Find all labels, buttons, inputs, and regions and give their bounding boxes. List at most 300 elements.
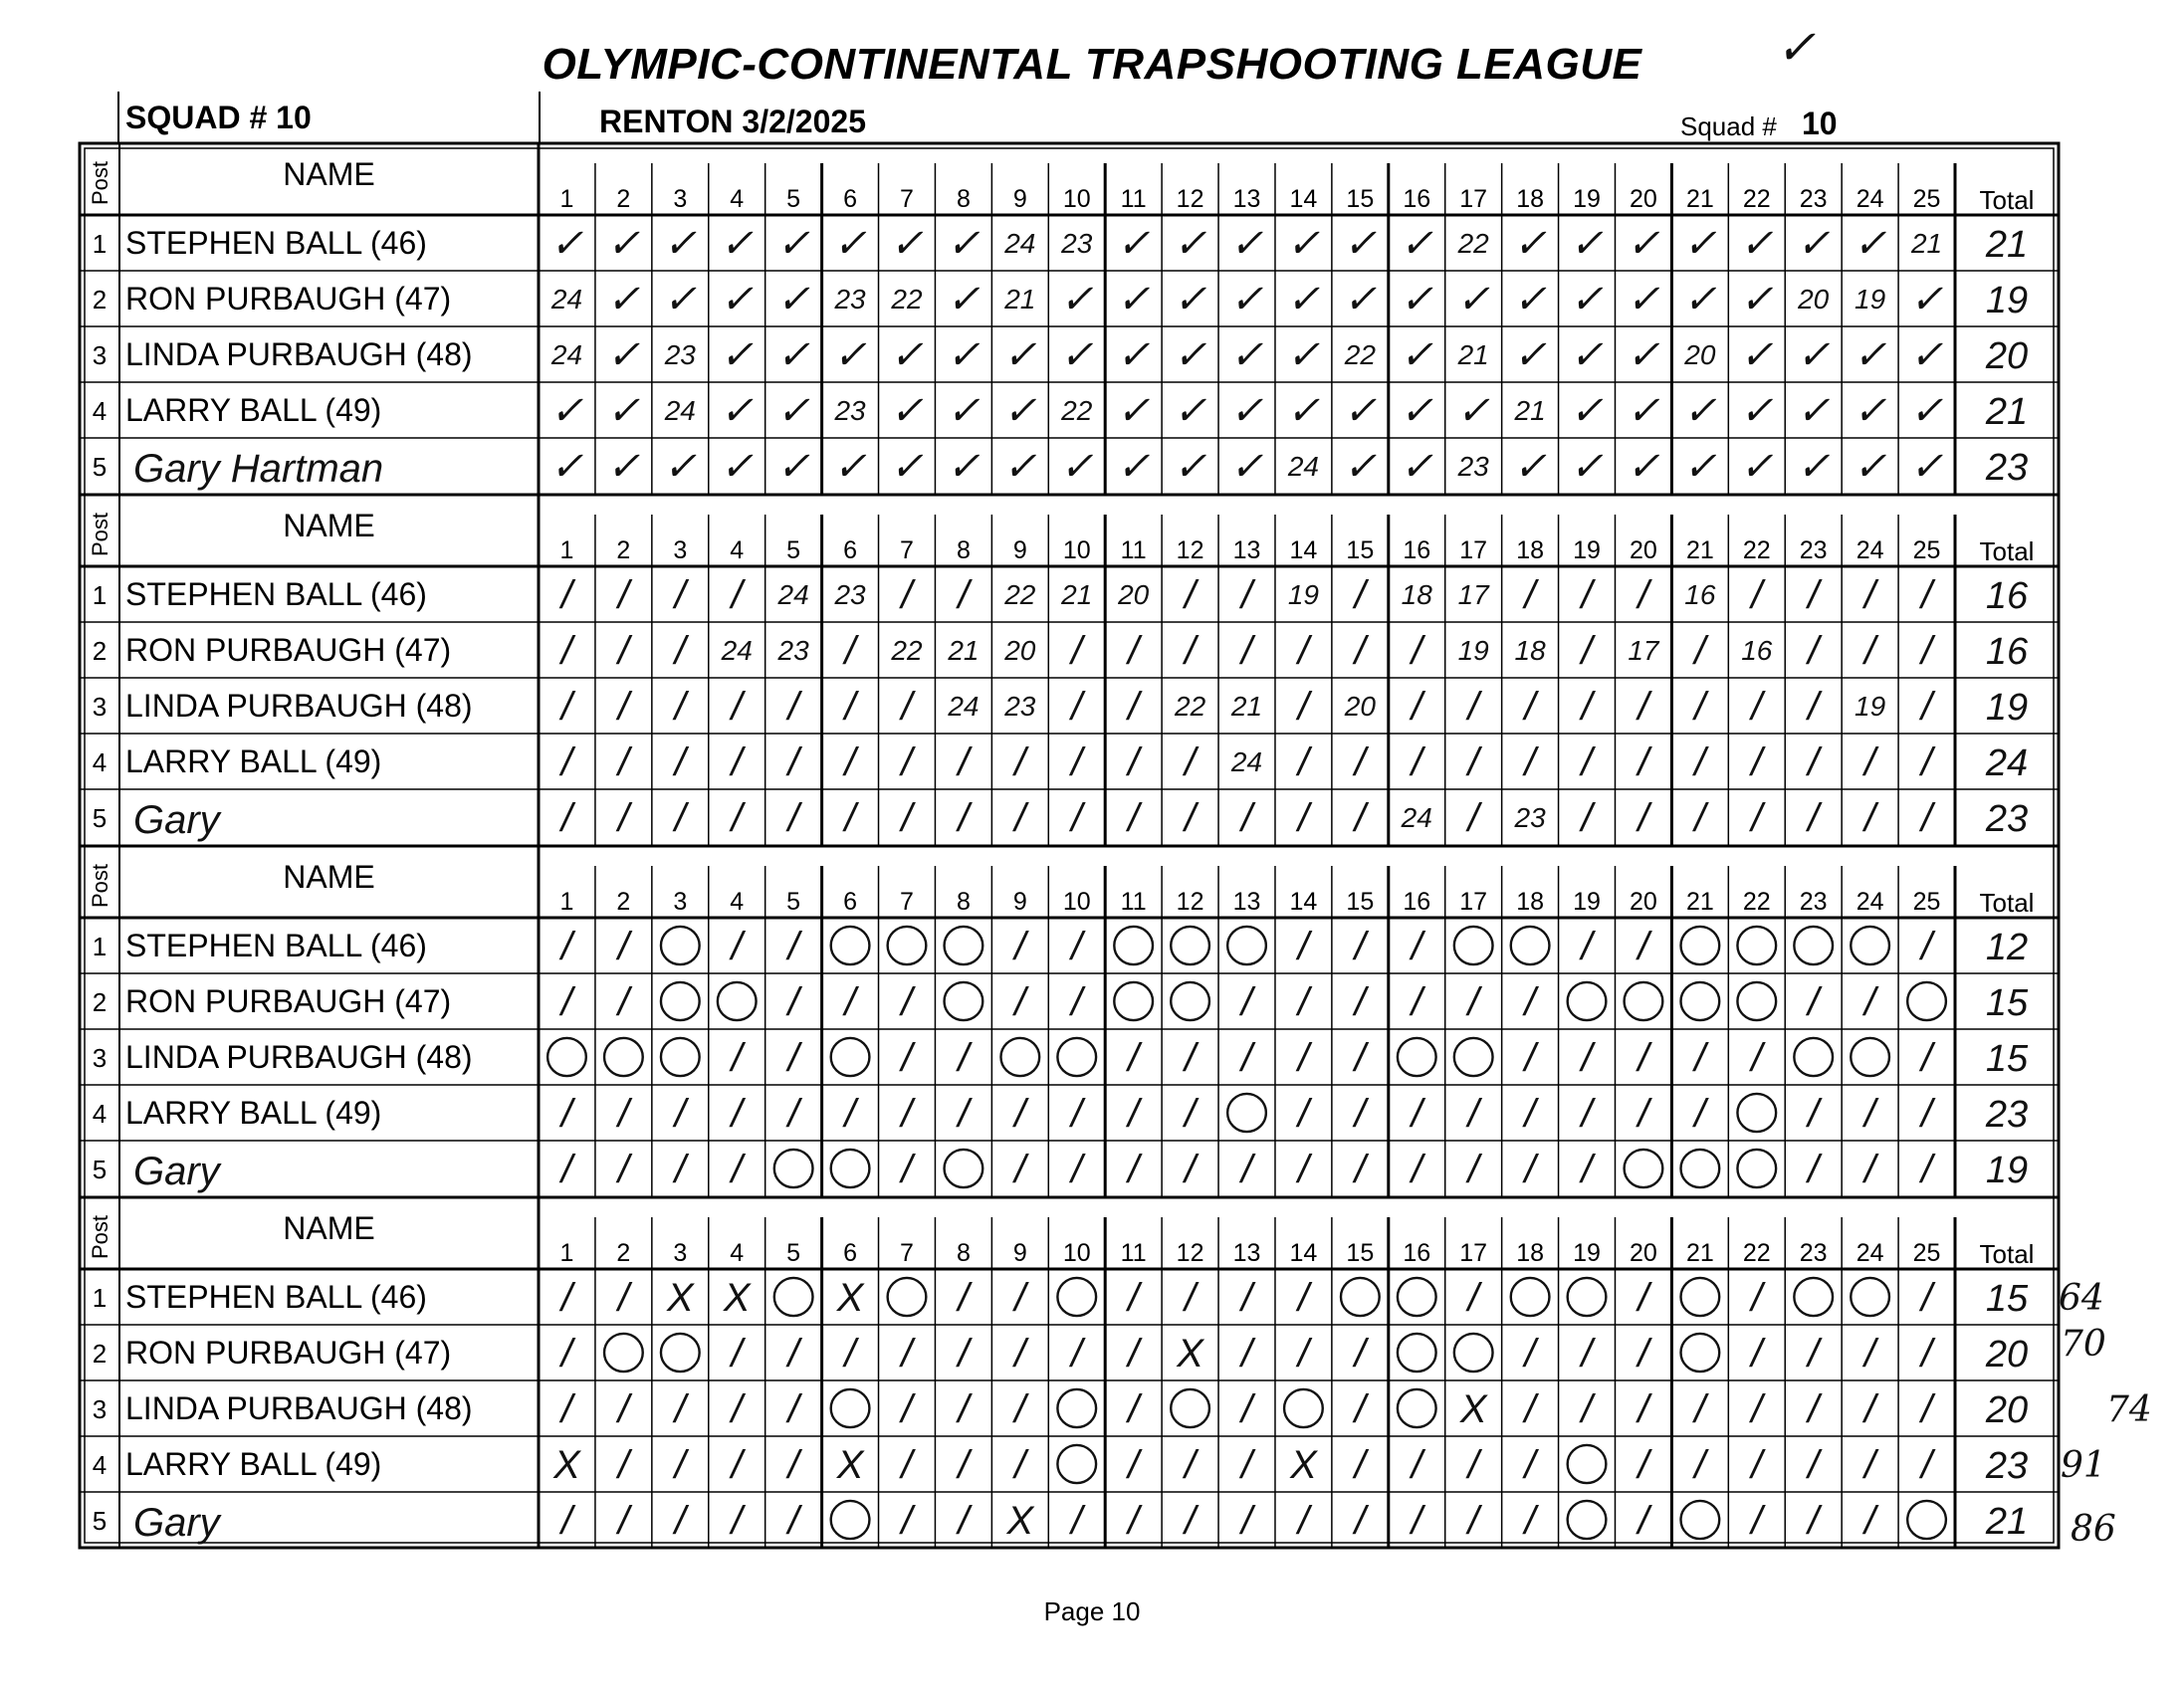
target-number: 17 (1459, 536, 1488, 564)
hit-mark: / (844, 629, 856, 673)
hit-mark: / (1808, 980, 1820, 1024)
shooter-name: STEPHEN BALL (46) (125, 225, 427, 261)
hit-mark: / (731, 1387, 743, 1431)
shooter-name: Gary (133, 798, 220, 842)
target-number: 11 (1120, 1239, 1147, 1267)
hit-mark: / (901, 796, 913, 840)
hit-mark: / (787, 740, 799, 784)
target-number: 25 (1912, 1239, 1941, 1267)
hit-mark: / (787, 685, 799, 729)
target-number: 3 (673, 536, 688, 564)
post-number: 2 (92, 285, 108, 315)
hit-mark: / (901, 980, 913, 1024)
hit-mark: / (1128, 629, 1140, 673)
hit-mark: / (1411, 685, 1422, 729)
shooter-name: LARRY BALL (49) (125, 1095, 382, 1131)
target-number: 4 (730, 185, 745, 213)
hit-mark: / (1524, 1443, 1536, 1487)
post-number: 5 (92, 803, 108, 833)
hit-mark: / (1694, 629, 1706, 673)
target-number: 1 (559, 536, 574, 564)
hit-count-mark: 20 (1344, 691, 1376, 722)
target-number: 5 (786, 888, 801, 916)
post-number: 3 (92, 340, 108, 370)
hit-mark: / (1014, 1443, 1026, 1487)
name-header: NAME (283, 1210, 375, 1246)
target-number: 7 (900, 1239, 914, 1267)
hit-mark: X (836, 1443, 864, 1487)
hit-count-mark: 21 (1061, 579, 1093, 610)
hit-mark: / (1014, 1387, 1026, 1431)
hit-mark: / (617, 1499, 629, 1543)
hit-mark: / (1014, 925, 1026, 968)
target-number: 2 (616, 1239, 631, 1267)
hit-mark: ✓ (1909, 333, 1944, 377)
name-header: NAME (283, 156, 375, 192)
hit-mark: / (1240, 980, 1253, 1024)
miss-circle (1227, 927, 1266, 964)
miss-circle (1737, 982, 1776, 1020)
hit-mark: / (1920, 1387, 1933, 1431)
hit-mark: / (1581, 685, 1593, 729)
post-number: 1 (92, 1283, 108, 1313)
hit-mark: / (560, 1148, 573, 1191)
hit-mark: ✓ (1570, 278, 1604, 321)
hit-mark: / (1467, 1148, 1479, 1191)
miss-circle (1681, 927, 1720, 964)
hit-count-mark: 22 (1175, 691, 1206, 722)
hit-mark: / (787, 1499, 799, 1543)
hit-mark: ✓ (1343, 389, 1378, 433)
miss-circle (831, 927, 870, 964)
hit-mark: / (1297, 1276, 1309, 1320)
shooter-name: Gary Hartman (133, 447, 384, 491)
hit-mark: ✓ (606, 389, 641, 433)
hit-count-mark: 21 (1004, 284, 1036, 315)
miss-circle (1681, 1334, 1720, 1372)
hit-mark: ✓ (1400, 278, 1434, 321)
miss-circle (1851, 1038, 1889, 1076)
hit-mark: / (787, 1332, 799, 1375)
hit-count-mark: 22 (891, 635, 923, 666)
target-number: 20 (1630, 536, 1657, 564)
post-number: 4 (92, 1450, 108, 1480)
hit-count-mark: 23 (834, 395, 866, 426)
hit-mark: / (1354, 1499, 1366, 1543)
hit-mark: / (1354, 1443, 1366, 1487)
row-total: 23 (1985, 447, 2029, 489)
hit-mark: ✓ (833, 333, 867, 377)
hit-mark: / (1751, 573, 1763, 617)
hit-count-mark: 16 (1741, 635, 1773, 666)
hit-mark: ✓ (1513, 333, 1547, 377)
hit-mark: / (1694, 796, 1706, 840)
target-number: 19 (1573, 185, 1601, 213)
hit-mark: / (1638, 1499, 1649, 1543)
hit-mark: ✓ (1343, 278, 1378, 321)
hit-count-mark: 23 (1004, 691, 1036, 722)
target-number: 14 (1289, 888, 1318, 916)
hit-mark: / (1751, 1387, 1763, 1431)
hit-mark: / (1638, 796, 1649, 840)
hit-count-mark: 22 (891, 284, 923, 315)
hit-mark: ✓ (1796, 333, 1831, 377)
miss-circle (831, 1389, 870, 1427)
hit-mark: / (1185, 1036, 1197, 1080)
name-header: NAME (283, 508, 375, 543)
target-number: 4 (730, 888, 745, 916)
hit-mark: / (1354, 796, 1366, 840)
hit-mark: ✓ (720, 389, 754, 433)
hit-count-mark: 16 (1684, 579, 1716, 610)
target-number: 15 (1346, 1239, 1375, 1267)
hit-mark: / (1638, 740, 1649, 784)
row-total: 12 (1985, 927, 2029, 968)
hit-mark: ✓ (663, 222, 698, 266)
miss-circle (547, 1038, 586, 1076)
miss-circle (1057, 1038, 1096, 1076)
hit-mark: / (1354, 980, 1366, 1024)
hit-mark: ✓ (606, 445, 641, 489)
hit-mark: / (617, 685, 629, 729)
hit-mark: / (1071, 740, 1083, 784)
hit-mark: ✓ (1513, 278, 1547, 321)
hit-mark: / (617, 1092, 629, 1136)
hit-mark: / (1467, 685, 1479, 729)
hit-mark: ✓ (776, 278, 810, 321)
hit-count-mark: 24 (777, 579, 809, 610)
hit-mark: / (1920, 629, 1933, 673)
hit-mark: / (1411, 925, 1422, 968)
miss-circle (1851, 927, 1889, 964)
miss-circle (831, 1150, 870, 1187)
row-total: 24 (1985, 742, 2029, 784)
hit-mark: ✓ (1343, 445, 1378, 489)
hit-mark: ✓ (833, 222, 867, 266)
target-number: 11 (1120, 536, 1147, 564)
target-number: 5 (786, 536, 801, 564)
hit-count-mark: 23 (664, 339, 696, 370)
total-header: Total (1979, 185, 2035, 215)
target-number: 13 (1232, 888, 1261, 916)
hit-mark: / (1808, 1443, 1820, 1487)
target-number: 22 (1742, 1239, 1771, 1267)
hit-mark: ✓ (1173, 333, 1207, 377)
target-number: 24 (1856, 888, 1884, 916)
row-total: 21 (1985, 391, 2029, 433)
hit-mark: / (901, 1443, 913, 1487)
hit-mark: / (617, 980, 629, 1024)
hit-mark: / (1808, 1387, 1820, 1431)
hit-count-mark: 18 (1401, 579, 1432, 610)
hit-mark: / (1354, 1148, 1366, 1191)
hit-mark: X (1290, 1443, 1317, 1487)
hit-mark: ✓ (1400, 389, 1434, 433)
miss-circle (1454, 927, 1493, 964)
hit-mark: / (1185, 796, 1197, 840)
hit-mark: ✓ (720, 278, 754, 321)
hit-mark: / (1864, 629, 1876, 673)
hit-mark: X (1177, 1332, 1203, 1375)
hit-mark: / (1808, 1148, 1820, 1191)
target-number: 9 (1012, 536, 1027, 564)
target-number: 21 (1685, 536, 1714, 564)
post-number: 2 (92, 636, 108, 666)
hit-count-mark: 19 (1457, 635, 1489, 666)
hit-mark: ✓ (1116, 389, 1151, 433)
hit-mark: / (901, 1387, 913, 1431)
hit-mark: / (958, 573, 970, 617)
miss-circle (1171, 927, 1209, 964)
hit-mark: / (1354, 1332, 1366, 1375)
hit-mark: ✓ (1909, 445, 1944, 489)
hit-mark: ✓ (1853, 222, 1887, 266)
hit-mark: / (1864, 1443, 1876, 1487)
target-number: 10 (1062, 1239, 1091, 1267)
row-total: 15 (1985, 1038, 2029, 1080)
grand-total-5: 86 (2071, 1509, 2116, 1550)
miss-circle (945, 1150, 983, 1187)
hit-mark: / (731, 573, 743, 617)
hit-mark: / (1751, 796, 1763, 840)
hit-mark: / (1071, 629, 1083, 673)
target-number: 8 (956, 1239, 971, 1267)
target-number: 12 (1176, 888, 1204, 916)
target-number: 9 (1012, 185, 1027, 213)
target-number: 23 (1799, 536, 1828, 564)
target-number: 4 (730, 536, 745, 564)
hit-mark: / (1864, 740, 1876, 784)
hit-mark: / (1128, 685, 1140, 729)
hit-mark: ✓ (1003, 333, 1037, 377)
post-header: Post (88, 160, 112, 205)
hit-count-mark: 22 (1061, 395, 1093, 426)
hit-mark: / (1014, 796, 1026, 840)
post-number: 3 (92, 1043, 108, 1073)
target-number: 7 (900, 185, 914, 213)
shooter-name: RON PURBAUGH (47) (125, 983, 452, 1019)
post-number: 4 (92, 1099, 108, 1129)
target-number: 15 (1346, 185, 1375, 213)
hit-mark: / (674, 1443, 686, 1487)
hit-mark: ✓ (1059, 278, 1094, 321)
hit-mark: ✓ (720, 222, 754, 266)
row-total: 20 (1985, 335, 2029, 377)
hit-mark: / (1467, 796, 1479, 840)
shooter-name: LINDA PURBAUGH (48) (125, 1039, 473, 1075)
hit-mark: ✓ (1116, 278, 1151, 321)
hit-mark: / (1354, 1387, 1366, 1431)
hit-mark: / (617, 740, 629, 784)
miss-circle (1681, 982, 1720, 1020)
miss-circle (774, 1150, 813, 1187)
hit-mark: / (901, 685, 913, 729)
hit-mark: / (731, 1499, 743, 1543)
shooter-name: LINDA PURBAUGH (48) (125, 1390, 473, 1426)
hit-mark: ✓ (1173, 445, 1207, 489)
shooter-name: RON PURBAUGH (47) (125, 281, 452, 317)
hit-mark: / (1240, 1499, 1253, 1543)
shooter-name: STEPHEN BALL (46) (125, 1279, 427, 1315)
miss-circle (888, 927, 927, 964)
hit-mark: ✓ (833, 445, 867, 489)
row-total: 16 (1985, 575, 2029, 617)
target-number: 14 (1289, 185, 1318, 213)
hit-mark: / (1128, 796, 1140, 840)
hit-mark: ✓ (549, 222, 584, 266)
row-total: 15 (1985, 982, 2029, 1024)
hit-mark: / (617, 629, 629, 673)
hit-mark: / (1185, 1443, 1197, 1487)
hit-count-mark: 21 (1910, 228, 1943, 259)
hit-mark: / (1581, 796, 1593, 840)
hit-mark: ✓ (1570, 389, 1604, 433)
hit-mark: ✓ (890, 333, 924, 377)
hit-mark: ✓ (1286, 278, 1321, 321)
miss-circle (661, 982, 700, 1020)
hit-mark: / (787, 1092, 799, 1136)
name-header: NAME (283, 859, 375, 895)
hit-count-mark: 17 (1628, 635, 1659, 666)
hit-mark: / (1638, 685, 1649, 729)
hit-mark: / (1128, 1387, 1140, 1431)
hit-mark: / (1411, 629, 1422, 673)
hit-mark: ✓ (1740, 333, 1774, 377)
total-header: Total (1979, 536, 2035, 566)
target-number: 16 (1403, 185, 1431, 213)
hit-mark: / (617, 925, 629, 968)
hit-mark: ✓ (663, 445, 698, 489)
hit-mark: / (958, 1092, 970, 1136)
miss-circle (661, 927, 700, 964)
hit-mark: ✓ (720, 445, 754, 489)
squad-label-right: Squad # (1680, 111, 1777, 141)
hit-mark: X (553, 1443, 580, 1487)
hit-mark: / (1297, 796, 1309, 840)
hit-mark: / (1751, 1276, 1763, 1320)
hit-mark: / (1297, 1148, 1309, 1191)
hit-mark: ✓ (1796, 445, 1831, 489)
hit-mark: / (787, 1443, 799, 1487)
hit-mark: ✓ (1229, 222, 1264, 266)
hit-mark: ✓ (1796, 389, 1831, 433)
miss-circle (1398, 1038, 1436, 1076)
hit-mark: / (1808, 796, 1820, 840)
hit-mark: / (1524, 1092, 1536, 1136)
hit-mark: / (844, 1092, 856, 1136)
target-number: 12 (1176, 185, 1204, 213)
hit-mark: / (958, 796, 970, 840)
hit-mark: / (1751, 1036, 1763, 1080)
hit-mark: / (1411, 740, 1422, 784)
row-total: 20 (1985, 1389, 2029, 1431)
miss-circle (1171, 982, 1209, 1020)
target-number: 2 (616, 185, 631, 213)
hit-mark: / (1185, 629, 1197, 673)
hit-mark: / (560, 1276, 573, 1320)
post-header: Post (88, 1214, 112, 1259)
hit-mark: ✓ (1343, 222, 1378, 266)
hit-mark: ✓ (1683, 389, 1717, 433)
row-total: 23 (1985, 1094, 2029, 1136)
hit-count-mark: 22 (1004, 579, 1036, 610)
target-number: 18 (1516, 536, 1545, 564)
hit-mark: ✓ (890, 389, 924, 433)
target-number: 2 (616, 536, 631, 564)
hit-mark: / (1524, 685, 1536, 729)
target-number: 8 (956, 888, 971, 916)
row-total: 21 (1985, 1501, 2029, 1543)
target-number: 3 (673, 1239, 688, 1267)
hit-count-mark: 20 (1118, 579, 1150, 610)
hit-mark: / (1240, 1276, 1253, 1320)
hit-mark: / (844, 980, 856, 1024)
hit-mark: ✓ (1627, 389, 1660, 433)
hit-mark: / (1240, 573, 1253, 617)
hit-mark: / (1354, 1036, 1366, 1080)
target-number: 7 (900, 536, 914, 564)
hit-mark: ✓ (1059, 333, 1094, 377)
hit-mark: / (617, 1443, 629, 1487)
hit-mark: / (1185, 740, 1197, 784)
hit-mark: / (958, 1387, 970, 1431)
hit-mark: / (844, 796, 856, 840)
hit-count-mark: 24 (721, 635, 753, 666)
target-number: 13 (1232, 185, 1261, 213)
hit-mark: / (1638, 1036, 1649, 1080)
hit-mark: / (1128, 1499, 1140, 1543)
check-note: ✓ (1776, 20, 1817, 76)
target-number: 25 (1912, 185, 1941, 213)
target-number: 14 (1289, 1239, 1318, 1267)
miss-circle (1398, 1278, 1436, 1316)
hit-mark: ✓ (1059, 445, 1094, 489)
hit-count-mark: 23 (1457, 451, 1489, 482)
hit-count-mark: 23 (1061, 228, 1093, 259)
hit-count-mark: 22 (1344, 339, 1376, 370)
target-number: 20 (1630, 888, 1657, 916)
hit-mark: ✓ (1229, 333, 1264, 377)
hit-mark: ✓ (549, 389, 584, 433)
hit-mark: / (617, 573, 629, 617)
hit-mark: X (836, 1276, 864, 1320)
hit-count-mark: 19 (1855, 691, 1886, 722)
hit-mark: / (1467, 1092, 1479, 1136)
grand-total-1: 64 (2059, 1278, 2104, 1319)
miss-circle (1568, 982, 1607, 1020)
page-number: Page 10 (1043, 1596, 1141, 1626)
hit-mark: / (1524, 1499, 1536, 1543)
target-number: 20 (1630, 185, 1657, 213)
hit-mark: / (787, 1387, 799, 1431)
hit-mark: / (1920, 685, 1933, 729)
post-number: 5 (92, 452, 108, 482)
hit-mark: / (1638, 925, 1649, 968)
hit-count-mark: 24 (948, 691, 980, 722)
hit-mark: / (1467, 740, 1479, 784)
target-number: 15 (1346, 888, 1375, 916)
hit-mark: / (560, 1332, 573, 1375)
hit-mark: / (1638, 1276, 1649, 1320)
hit-mark: / (1638, 1443, 1649, 1487)
target-number: 4 (730, 1239, 745, 1267)
hit-mark: / (1920, 925, 1933, 968)
hit-mark: / (1467, 1499, 1479, 1543)
hit-mark: ✓ (1229, 278, 1264, 321)
hit-mark: / (1581, 925, 1593, 968)
miss-circle (1737, 927, 1776, 964)
hit-count-mark: 19 (1855, 284, 1886, 315)
